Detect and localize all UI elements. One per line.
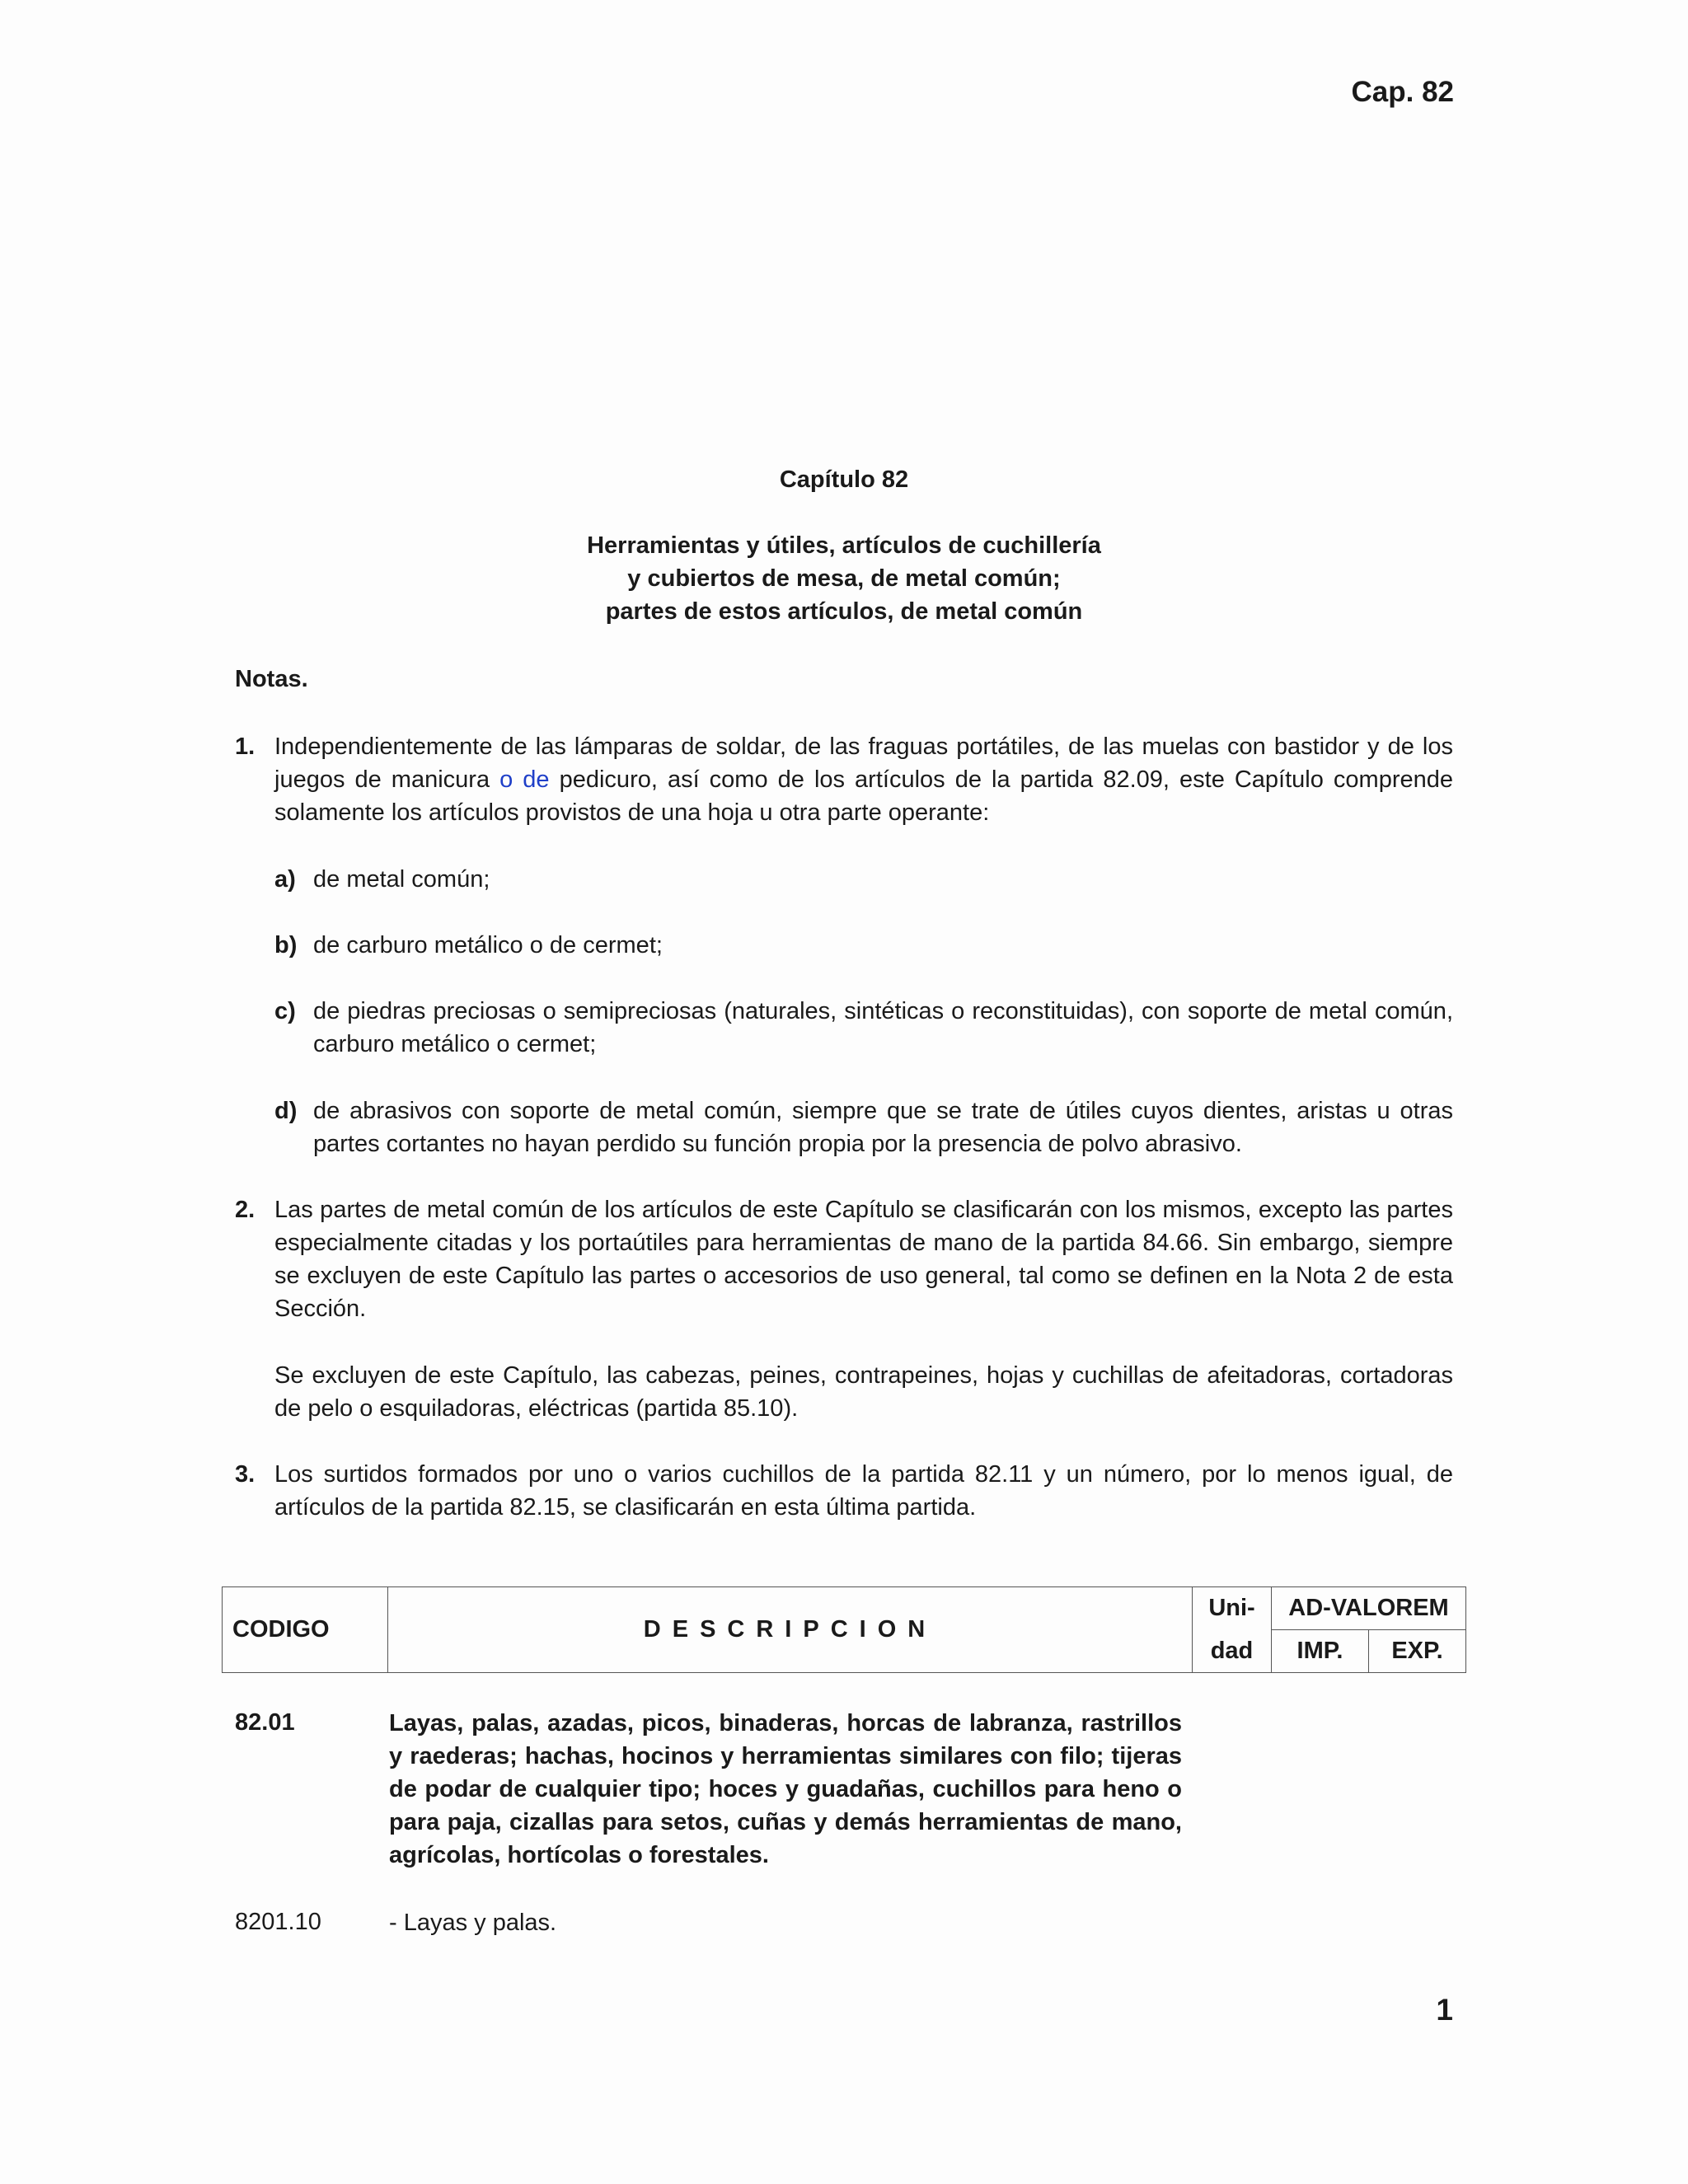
note-text-part: pedicuro, así como de los artículos de la partida 82.09, este Capítulo comprende solamente los artículos provistos de una hoja u otra parte operante:: [274, 766, 1454, 826]
note-2: [235, 1193, 1453, 1325]
note-1-item-c: [274, 995, 1453, 1061]
note-2-paragraph-2: [235, 1359, 1453, 1425]
row-description: Layas, palas, azadas, picos, binaderas, horcas de labranza, rastrillos y raederas; hachas, hocinos y herramientas similares con filo; tijeras de podar de cualquier tipo; hoces y guadañas, cuchillos para heno o para paja, cizallas para setos, cuñas y demás herramientas de mano, agrícolas, hortícolas o forestales.: [389, 1710, 1182, 1868]
header-imp: IMP.: [1272, 1630, 1369, 1673]
header-unidad-top: Uni-: [1193, 1587, 1272, 1630]
note-2-text-2: Se excluyen de este Capítulo, las cabezas, peines, contrapeines, hojas y cuchillas de afeitadoras, cortadoras de pelo o esquiladoras, eléctricas (partida 85.10).: [274, 1362, 1453, 1422]
header-descripcion: DESCRIPCION: [388, 1587, 1193, 1673]
tariff-table-header: [222, 1586, 1466, 1673]
note-1-item-d: [274, 1094, 1453, 1160]
item-text: de carburo metálico o de cermet;: [313, 932, 663, 958]
item-label: b): [274, 932, 298, 958]
item-label: d): [274, 1098, 298, 1124]
page-number: 1: [1436, 1993, 1453, 2027]
row-description: - Layas y palas.: [389, 1910, 557, 1936]
note-1: [235, 730, 1453, 829]
item-label: c): [274, 998, 296, 1024]
item-label: a): [274, 866, 296, 893]
chapter-title: Capítulo 82: [779, 466, 909, 493]
chapter-subtitle-line-3: partes de estos artículos, de metal común: [605, 598, 1083, 625]
header-codigo: CODIGO: [223, 1587, 388, 1673]
note-number: 1.: [235, 733, 256, 760]
chapter-subtitle-line-2: y cubiertos de mesa, de metal común;: [627, 565, 1061, 592]
note-3-text: Los surtidos formados por uno o varios cuchillos de la partida 82.11 y un número, por lo menos igual, de artículos de la partida 82.15, se clasificarán en esta última partida.: [274, 1461, 1453, 1521]
note-number: 2.: [235, 1197, 256, 1223]
header-unidad-bottom: dad: [1193, 1630, 1272, 1673]
chapter-reference: Cap. 82: [1351, 76, 1454, 108]
note-1-item-b: [274, 929, 1453, 962]
note-1-text: [274, 730, 1453, 829]
item-text: de metal común;: [313, 866, 490, 893]
highlighted-text: o de: [499, 766, 550, 793]
row-code: 8201.10: [235, 1909, 321, 1935]
note-number: 3.: [235, 1461, 256, 1488]
notes-heading: Notas.: [235, 666, 308, 692]
note-3: [235, 1458, 1453, 1524]
row-code: 82.01: [235, 1709, 295, 1736]
header-exp: EXP.: [1369, 1630, 1466, 1673]
note-text-part: Independientemente de las lámparas de soldar, de las fraguas portátiles, de las muelas con bastidor y de los juegos de manicura: [274, 733, 1453, 793]
item-text: de abrasivos con soporte de metal común, siempre que se trate de útiles cuyos dientes, aristas u otras partes cortantes no hayan perdido su función propia por la presencia de polvo abrasivo.: [313, 1098, 1453, 1157]
item-text: de piedras preciosas o semipreciosas (naturales, sintéticas o reconstituidas), con soporte de metal común, carburo metálico o cermet;: [313, 998, 1453, 1057]
header-ad-valorem: AD-VALOREM: [1272, 1587, 1466, 1630]
note-1-item-a: [274, 863, 1453, 896]
chapter-subtitle-line-1: Herramientas y útiles, artículos de cuchillería: [587, 532, 1101, 559]
note-2-text: Las partes de metal común de los artículos de este Capítulo se clasificarán con los mismos, excepto las partes especialmente citadas y los portaútiles para herramientas de mano de la partida 84.66. Sin embargo, siempre se excluyen de este Capítulo las partes o accesorios de uso general, tal como se definen en la Nota 2 de esta Sección.: [274, 1197, 1453, 1322]
